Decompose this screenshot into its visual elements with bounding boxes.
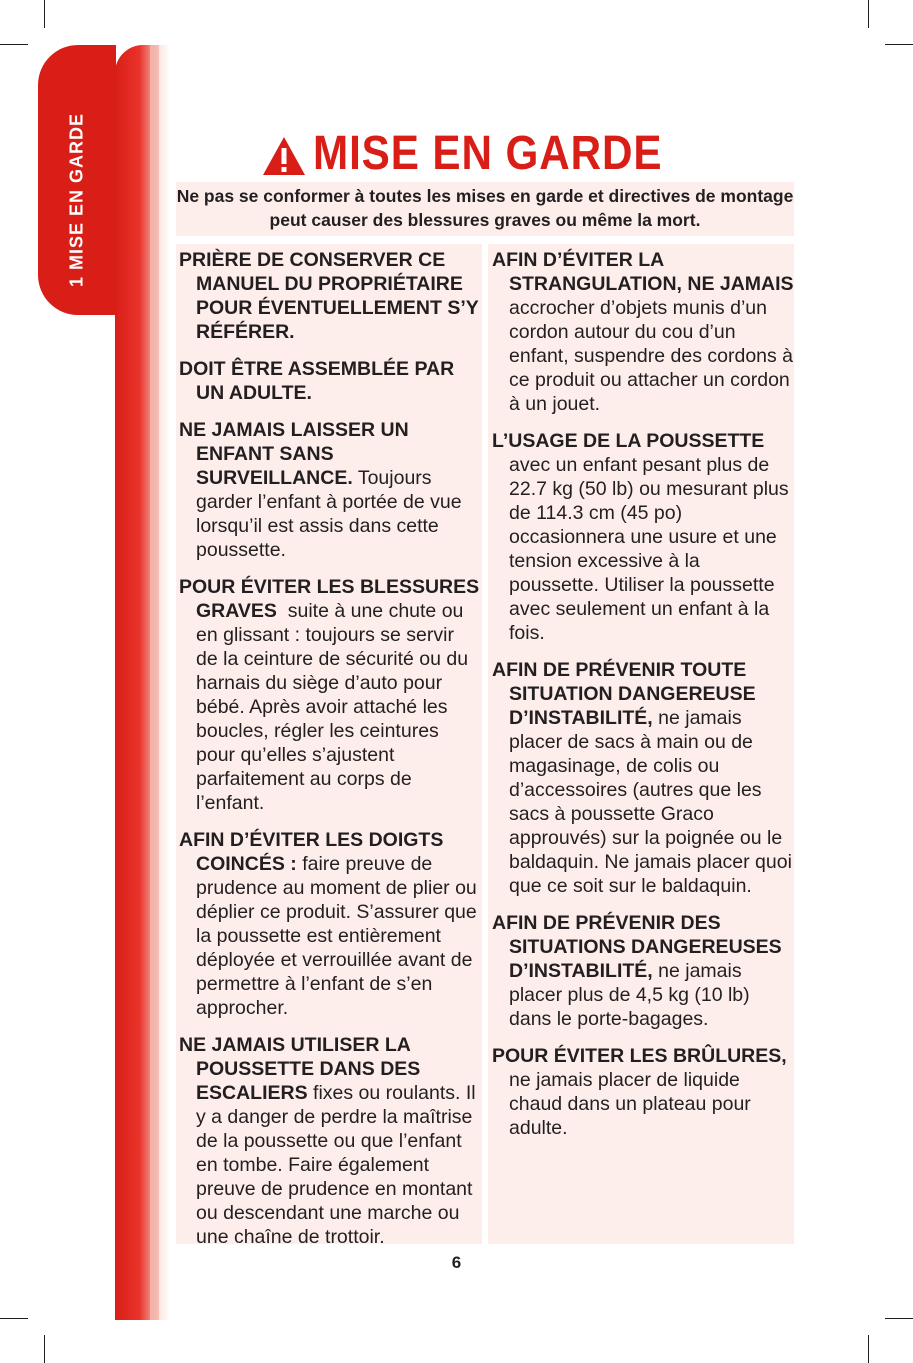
warning-text: ne jamais placer plus de 4,5 kg (10 lb) dans le porte-bagages.	[509, 960, 750, 1030]
crop-mark	[885, 1318, 913, 1319]
left-column	[179, 248, 481, 1262]
crop-mark	[885, 44, 913, 45]
crop-mark	[44, 1335, 45, 1363]
warning-heading: AFIN D’ÉVITER LES DOIGTS COINCÉS :	[179, 829, 444, 875]
intro-warning: Ne pas se conformer à toutes les mises en garde et directives de montage peut causer des blessures graves ou même la mort.	[176, 186, 794, 230]
warning-text: Toujours garder l’enfant à portée de vue lorsqu’il est assis dans cette poussette.	[196, 467, 462, 561]
warning-heading: POUR ÉVITER LES BLESSURES GRAVES	[179, 576, 480, 622]
warning-item	[179, 248, 481, 344]
warning-item	[179, 357, 481, 405]
right-column	[492, 248, 794, 1153]
warning-text: fixes ou roulants. Il y a danger de perdre la maîtrise de la poussette ou que l’enfant en tombe. Faire également preuve de prudence en montant ou descendant une marche ou une chaîne de trottoir.	[196, 1082, 476, 1248]
page-title-row	[176, 118, 796, 188]
page-number: 6	[451, 1253, 462, 1272]
warning-item	[492, 911, 794, 1031]
section-tab-label: 1 MISE EN GARDE	[66, 112, 87, 288]
warning-text: ne jamais placer de liquide chaud dans un plateau pour adulte.	[509, 1069, 751, 1139]
warning-item	[179, 1033, 481, 1249]
warning-text: ne jamais placer de sacs à main ou de magasinage, de colis ou d’accessoires (autres que les sacs à poussette Graco approuvés) sur la poignée ou le baldaquin. Ne jamais placer quoi que ce soit sur le baldaquin.	[509, 707, 792, 897]
warning-item	[492, 429, 794, 645]
warning-heading: DOIT ÊTRE ASSEMBLÉE PAR UN ADULTE.	[179, 358, 455, 404]
warning-item	[179, 828, 481, 1020]
warning-triangle-icon	[261, 135, 307, 177]
warning-text: faire preuve de prudence au moment de plier ou déplier ce produit. S’assurer que la poussette est entièrement déployée et verrouillée avant de permettre à l’enfant de s’en approcher.	[196, 853, 477, 1019]
warning-item	[492, 248, 794, 416]
warning-item	[179, 418, 481, 562]
warning-text: accrocher d’objets munis d’un cordon autour du cou d’un enfant, suspendre des cordons à ce produit ou attacher un cordon à un jouet.	[509, 297, 794, 415]
warning-text: avec un enfant pesant plus de 22.7 kg (50 lb) ou mesurant plus de 114.3 cm (45 po) occasionnera une usure et une tension excessive à la poussette. Utiliser la poussette avec seulement un enfant à la fois.	[509, 454, 789, 644]
red-margin-fade	[150, 45, 170, 1320]
warning-heading: POUR ÉVITER LES BRÛLURES,	[492, 1045, 787, 1067]
crop-mark	[0, 1318, 28, 1319]
warning-heading: AFIN DE PRÉVENIR DES SITUATIONS DANGEREUSES D’INSTABILITÉ,	[492, 912, 782, 982]
warning-item	[179, 575, 481, 815]
warning-heading: NE JAMAIS LAISSER UN ENFANT SANS SURVEILLANCE.	[179, 419, 409, 489]
crop-mark	[44, 0, 45, 28]
warning-heading: PRIÈRE DE CONSERVER CE MANUEL DU PROPRIÉTAIRE POUR ÉVENTUELLEMENT S’Y RÉFÉRER.	[179, 249, 479, 343]
crop-mark	[868, 1335, 869, 1363]
warning-heading: NE JAMAIS UTILISER LA POUSSETTE DANS DES ESCALIERS	[179, 1034, 421, 1104]
page-title: MISE EN GARDE	[313, 126, 663, 180]
warning-item	[492, 1044, 794, 1140]
warning-heading: AFIN DE PRÉVENIR TOUTE SITUATION DANGEREUSE D’INSTABILITÉ,	[492, 659, 756, 729]
crop-mark	[868, 0, 869, 28]
warning-text: suite à une chute ou en glissant : toujours se servir de la ceinture de sécurité ou du harnais du siège d’auto pour bébé. Après avoir attaché les boucles, régler les ceintures pour qu’elles s’ajustent parfaitement au corps de l’enfant.	[196, 600, 469, 814]
crop-mark	[0, 44, 28, 45]
warning-heading: L’USAGE DE LA POUSSETTE	[492, 430, 765, 452]
warning-heading: AFIN D’ÉVITER LA STRANGULATION, NE JAMAIS	[492, 249, 794, 295]
warning-item	[492, 658, 794, 898]
